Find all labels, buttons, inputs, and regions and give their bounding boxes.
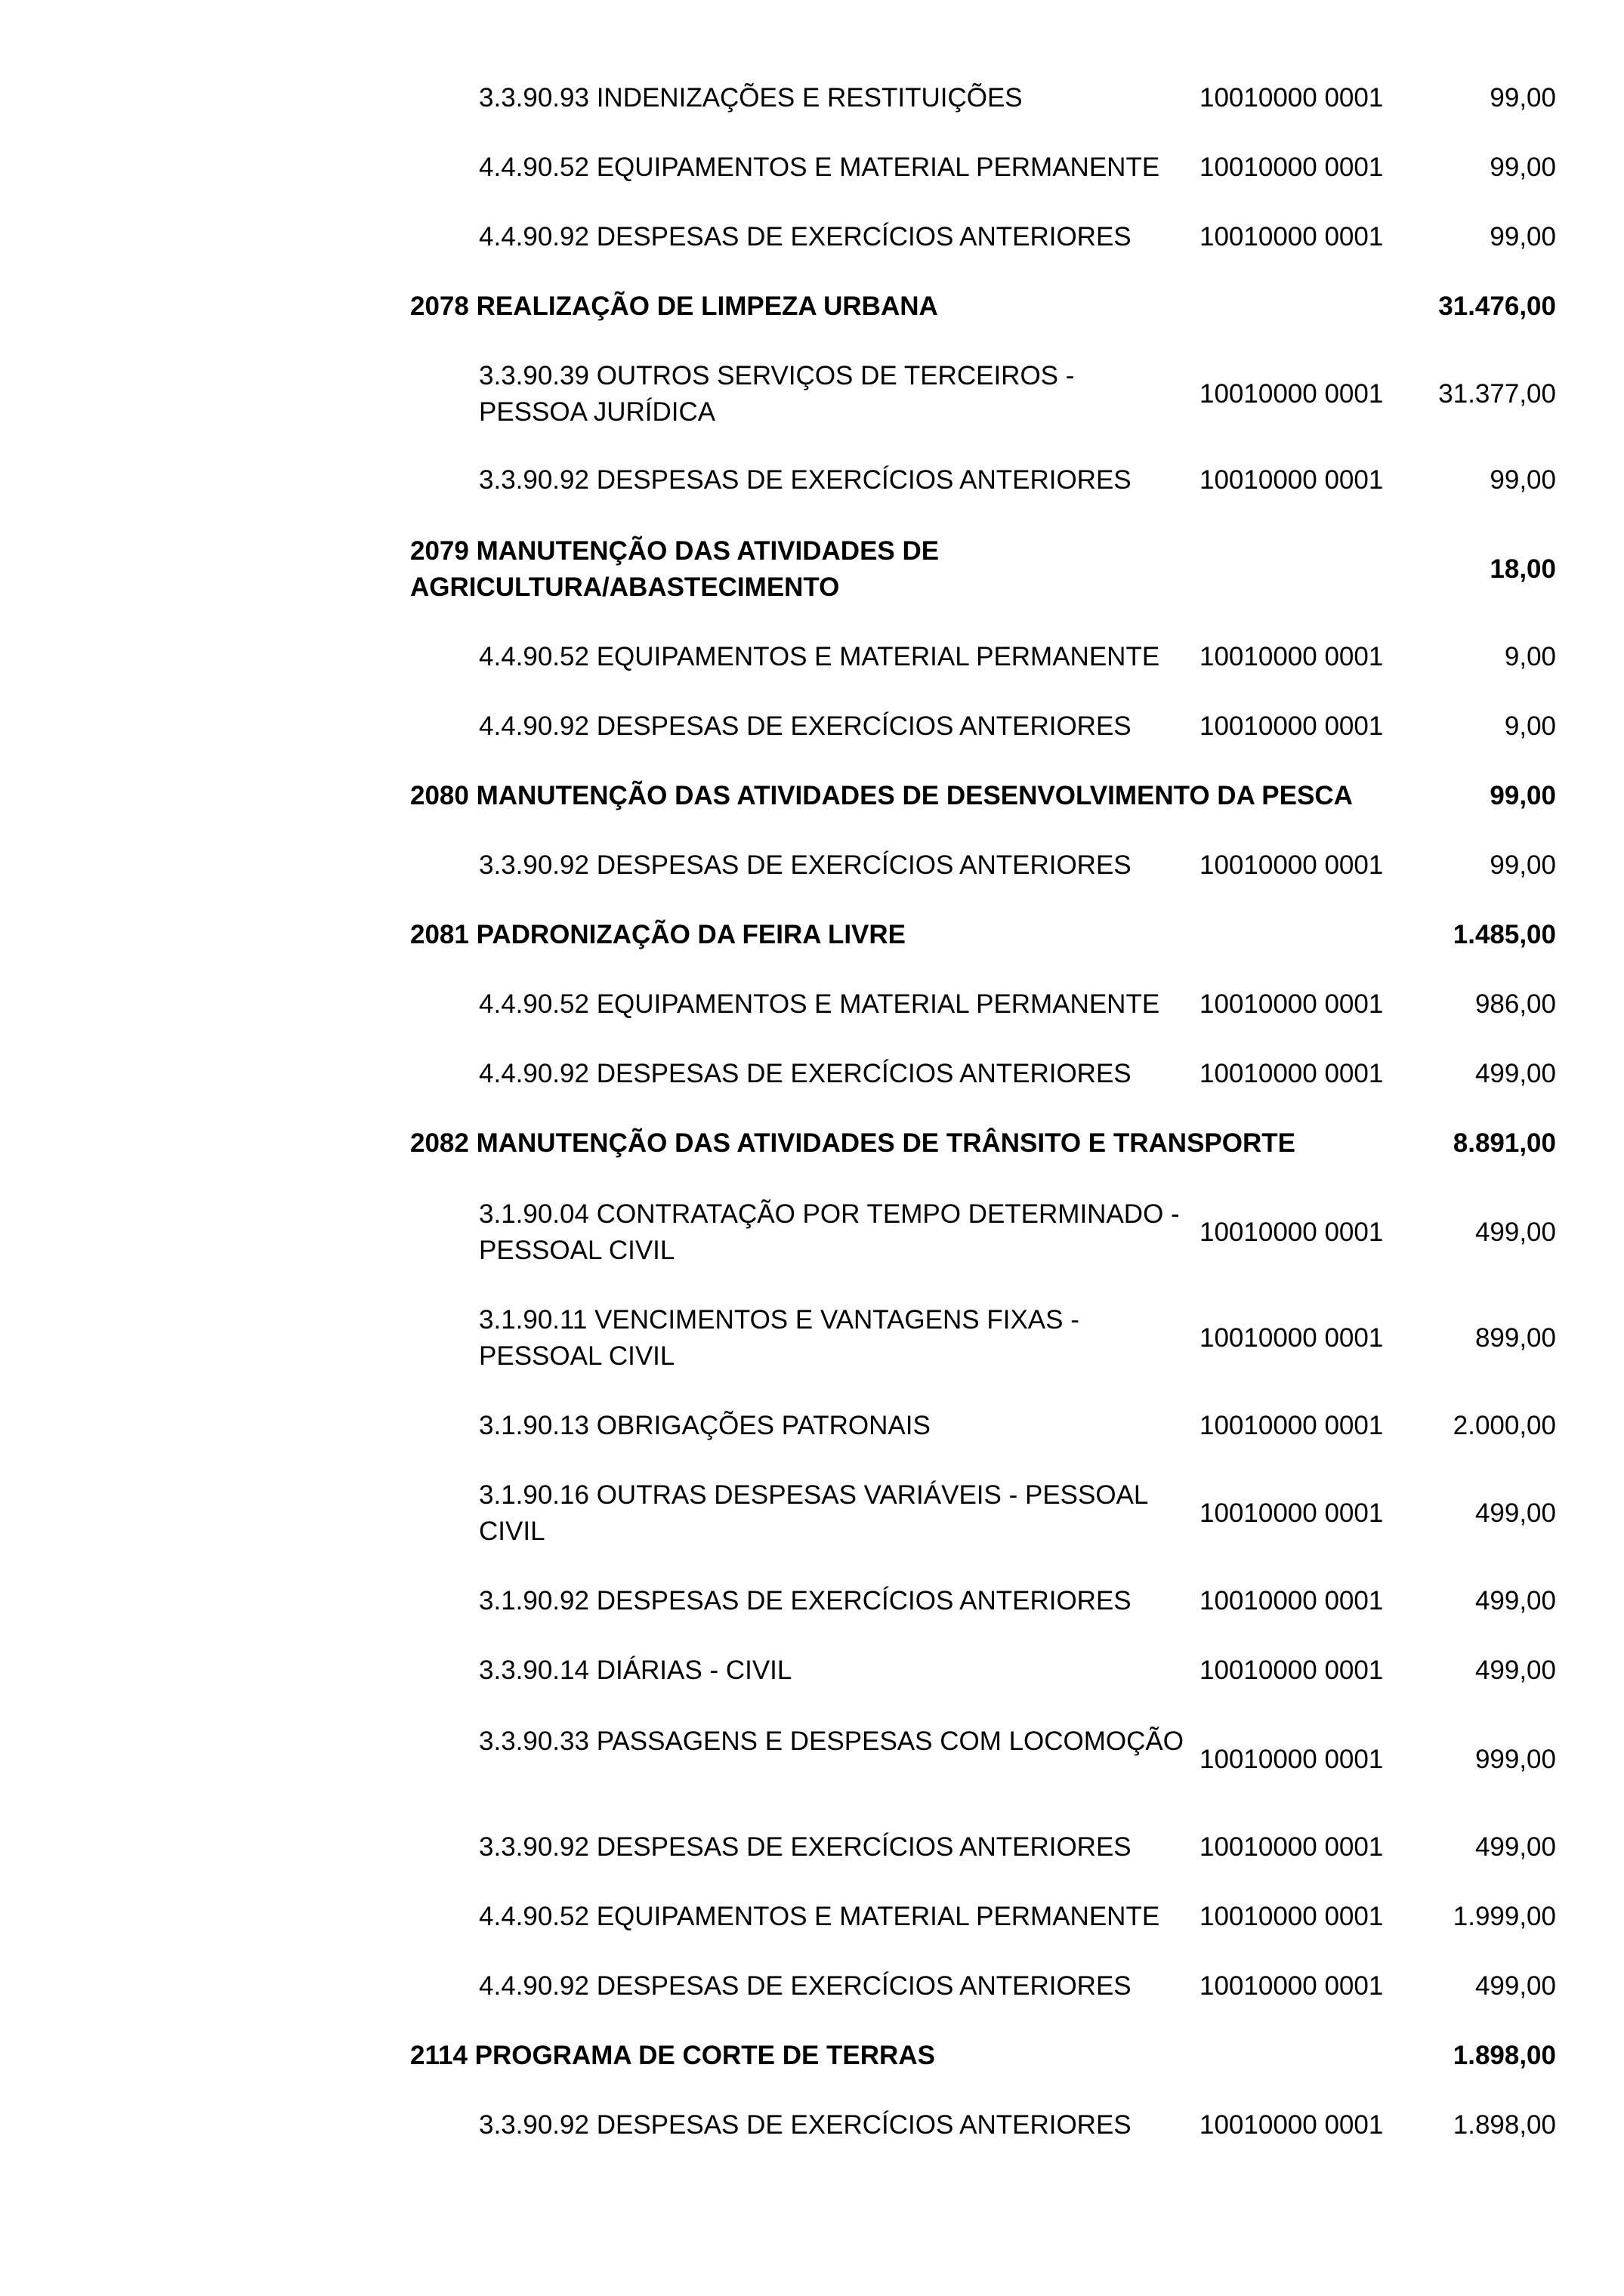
action-title: 2081 PADRONIZAÇÃO DA FEIRA LIVRE — [410, 920, 906, 949]
resource-source: 10010000 0001 — [1199, 465, 1384, 495]
resource-source: 10010000 0001 — [1199, 1971, 1384, 2001]
resource-source: 10010000 0001 — [1199, 1832, 1384, 1862]
resource-source: 10010000 0001 — [1199, 83, 1384, 113]
action-total: 18,00 — [1490, 554, 1556, 584]
expense-description: 3.3.90.92 DESPESAS DE EXERCÍCIOS ANTERIORES — [479, 850, 1132, 880]
expense-amount: 499,00 — [1474, 1971, 1556, 2001]
resource-source: 10010000 0001 — [1199, 2110, 1384, 2140]
resource-source: 10010000 0001 — [1199, 850, 1384, 880]
resource-source: 10010000 0001 — [1199, 1498, 1384, 1528]
expense-amount: 1.898,00 — [1453, 2110, 1556, 2140]
expense-description: 3.1.90.92 DESPESAS DE EXERCÍCIOS ANTERIORES — [479, 1586, 1132, 1616]
action-title: 2114 PROGRAMA DE CORTE DE TERRAS — [410, 2041, 935, 2070]
expense-amount: 31.377,00 — [1438, 379, 1556, 409]
expense-amount: 499,00 — [1474, 1832, 1556, 1862]
expense-amount: 9,00 — [1504, 711, 1556, 741]
action-title: 2079 MANUTENÇÃO DAS ATIVIDADES DE AGRICULTURA/ABASTECIMENTO — [410, 536, 940, 602]
resource-source: 10010000 0001 — [1199, 642, 1384, 671]
expense-description: 3.3.90.92 DESPESAS DE EXERCÍCIOS ANTERIORES — [479, 1832, 1132, 1862]
expense-amount: 499,00 — [1474, 1656, 1556, 1685]
expense-description: 3.3.90.92 DESPESAS DE EXERCÍCIOS ANTERIORES — [479, 2110, 1132, 2140]
resource-source: 10010000 0001 — [1199, 1323, 1384, 1353]
resource-source: 10010000 0001 — [1199, 1217, 1384, 1247]
resource-source: 10010000 0001 — [1199, 1586, 1384, 1616]
expense-description: 4.4.90.92 DESPESAS DE EXERCÍCIOS ANTERIORES — [479, 222, 1132, 252]
expense-amount: 99,00 — [1490, 465, 1556, 495]
expense-description: 3.3.90.14 DIÁRIAS - CIVIL — [479, 1656, 792, 1685]
expense-description: 4.4.90.52 EQUIPAMENTOS E MATERIAL PERMANENTE — [479, 989, 1160, 1019]
action-total: 8.891,00 — [1453, 1128, 1556, 1158]
resource-source: 10010000 0001 — [1199, 711, 1384, 741]
expense-description: 4.4.90.52 EQUIPAMENTOS E MATERIAL PERMANENTE — [479, 153, 1160, 182]
expense-description: 4.4.90.92 DESPESAS DE EXERCÍCIOS ANTERIORES — [479, 1971, 1132, 2001]
expense-description: 4.4.90.52 EQUIPAMENTOS E MATERIAL PERMANENTE — [479, 1902, 1160, 1931]
expense-amount: 2.000,00 — [1453, 1411, 1556, 1440]
expense-amount: 986,00 — [1474, 989, 1556, 1019]
action-title: 2078 REALIZAÇÃO DE LIMPEZA URBANA — [410, 292, 938, 321]
expense-item-row — [479, 358, 1556, 430]
expense-description: 4.4.90.52 EQUIPAMENTOS E MATERIAL PERMANENTE — [479, 642, 1160, 671]
action-title: 2080 MANUTENÇÃO DAS ATIVIDADES DE DESENVOLVIMENTO DA PESCA — [410, 781, 1353, 810]
action-total: 31.476,00 — [1438, 292, 1556, 321]
expense-amount: 499,00 — [1474, 1498, 1556, 1528]
expense-amount: 99,00 — [1490, 850, 1556, 880]
expense-description: 3.1.90.13 OBRIGAÇÕES PATRONAIS — [479, 1411, 931, 1440]
expense-description: 4.4.90.92 DESPESAS DE EXERCÍCIOS ANTERIORES — [479, 711, 1132, 741]
expense-description: 3.3.90.39 OUTROS SERVIÇOS DE TERCEIROS - PESSOA JURÍDICA — [479, 361, 1075, 427]
resource-source: 10010000 0001 — [1199, 222, 1384, 252]
action-total: 1.485,00 — [1453, 920, 1556, 949]
resource-source: 10010000 0001 — [1199, 379, 1384, 409]
expense-description: 4.4.90.92 DESPESAS DE EXERCÍCIOS ANTERIORES — [479, 1059, 1132, 1088]
expense-amount: 99,00 — [1490, 153, 1556, 182]
resource-source: 10010000 0001 — [1199, 1059, 1384, 1088]
resource-source: 10010000 0001 — [1199, 1411, 1384, 1440]
action-header-row — [410, 533, 1556, 606]
expense-description: 3.3.90.93 INDENIZAÇÕES E RESTITUIÇÕES — [479, 83, 1023, 113]
expense-amount: 999,00 — [1474, 1745, 1556, 1774]
expense-description: 3.1.90.04 CONTRATAÇÃO POR TEMPO DETERMINADO - PESSOAL CIVIL — [479, 1199, 1180, 1265]
expense-item-row — [479, 1196, 1556, 1269]
expense-amount: 1.999,00 — [1453, 1902, 1556, 1931]
expense-description: 3.1.90.16 OUTRAS DESPESAS VARIÁVEIS - PESSOAL CIVIL — [479, 1480, 1148, 1546]
expense-description: 3.1.90.11 VENCIMENTOS E VANTAGENS FIXAS - PESSOAL CIVIL — [479, 1305, 1079, 1371]
resource-source: 10010000 0001 — [1199, 989, 1384, 1019]
expense-item-row — [479, 1302, 1556, 1375]
resource-source: 10010000 0001 — [1199, 1745, 1384, 1774]
expense-description: 3.3.90.92 DESPESAS DE EXERCÍCIOS ANTERIORES — [479, 465, 1132, 495]
action-title: 2082 MANUTENÇÃO DAS ATIVIDADES DE TRÂNSITO E TRANSPORTE — [410, 1128, 1295, 1158]
resource-source: 10010000 0001 — [1199, 1902, 1384, 1931]
expense-amount: 899,00 — [1474, 1323, 1556, 1353]
expense-description: 3.3.90.33 PASSAGENS E DESPESAS COM LOCOMOÇÃO — [479, 1727, 1184, 1756]
expense-amount: 499,00 — [1474, 1217, 1556, 1247]
expense-amount: 99,00 — [1490, 83, 1556, 113]
expense-amount: 9,00 — [1504, 642, 1556, 671]
expense-item-row — [479, 1724, 1556, 1796]
resource-source: 10010000 0001 — [1199, 153, 1384, 182]
action-total: 1.898,00 — [1453, 2041, 1556, 2070]
expense-amount: 99,00 — [1490, 222, 1556, 252]
resource-source: 10010000 0001 — [1199, 1656, 1384, 1685]
expense-item-row — [479, 1477, 1556, 1550]
expense-amount: 499,00 — [1474, 1059, 1556, 1088]
action-total: 99,00 — [1490, 781, 1556, 810]
expense-amount: 499,00 — [1474, 1586, 1556, 1616]
